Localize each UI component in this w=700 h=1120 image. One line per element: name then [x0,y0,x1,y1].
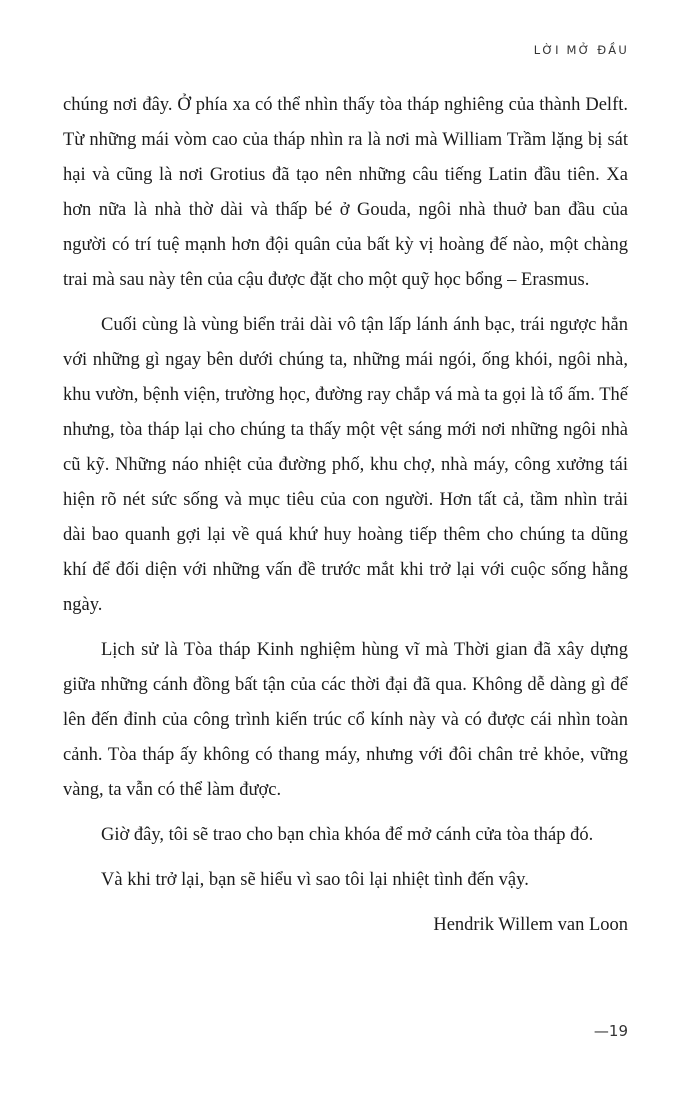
paragraph-history-tower: Lịch sử là Tòa tháp Kinh nghiệm hùng vĩ mà Thời gian đã xây dựng giữa những cánh đồng bất tận của các thời đại đã qua. Không dễ dàng gì để lên đến đỉnh của công trình kiến trúc cổ kính này và có được cái nhìn toàn cảnh. Tòa tháp ấy không có thang máy, nhưng với đôi chân trẻ khỏe, vững vàng, ta vẫn có thể làm được. [63,640,628,800]
paragraph-continued: chúng nơi đây. Ở phía xa có thể nhìn thấy tòa tháp nghiêng của thành Delft. Từ những mái vòm cao của tháp nhìn ra là nơi mà William Trầm lặng bị sát hại và cũng là nơi Grotius đã tạo nên những câu tiếng Latin đầu tiên. Xa hơn nữa là nhà thờ dài và thấp bé ở Gouda, ngôi nhà thuở ban đầu của người có trí tuệ mạnh hơn đội quân của bất kỳ vị hoàng đế nào, một chàng trai mà sau này tên của cậu được đặt cho một quỹ học bổng – Erasmus. [63,95,628,290]
running-head-title: LỜI MỞ ĐẦU [533,43,629,57]
paragraph-sea-view: Cuối cùng là vùng biển trải dài vô tận lấp lánh ánh bạc, trái ngược hẳn với những gì ngay bên dưới chúng ta, những mái ngói, ống khói, ngôi nhà, khu vườn, bệnh viện, trường học, đường ray chắp vá mà ta gọi là tổ ấm. Thế nhưng, tòa tháp lại cho chúng ta thấy một vệt sáng mới nơi những ngôi nhà cũ kỹ. Những náo nhiệt của đường phố, khu chợ, nhà máy, công xưởng tái hiện rõ nét sức sống và mục tiêu của con người. Hơn tất cả, tầm nhìn trải dài bao quanh gợi lại về quá khứ huy hoàng tiếp thêm cho chúng ta dũng khí để đối diện với những vấn đề trước mắt khi trở lại với cuộc sống hằng ngày. [63,315,628,615]
paragraph-key: Giờ đây, tôi sẽ trao cho bạn chìa khóa để mở cánh cửa tòa tháp đó. [101,825,594,845]
paragraph-return: Và khi trở lại, bạn sẽ hiểu vì sao tôi lại nhiệt tình đến vậy. [101,870,529,890]
author-signature: Hendrik Willem van Loon [433,915,628,935]
page-number: —19 [593,1022,628,1040]
body-text [63,88,628,953]
